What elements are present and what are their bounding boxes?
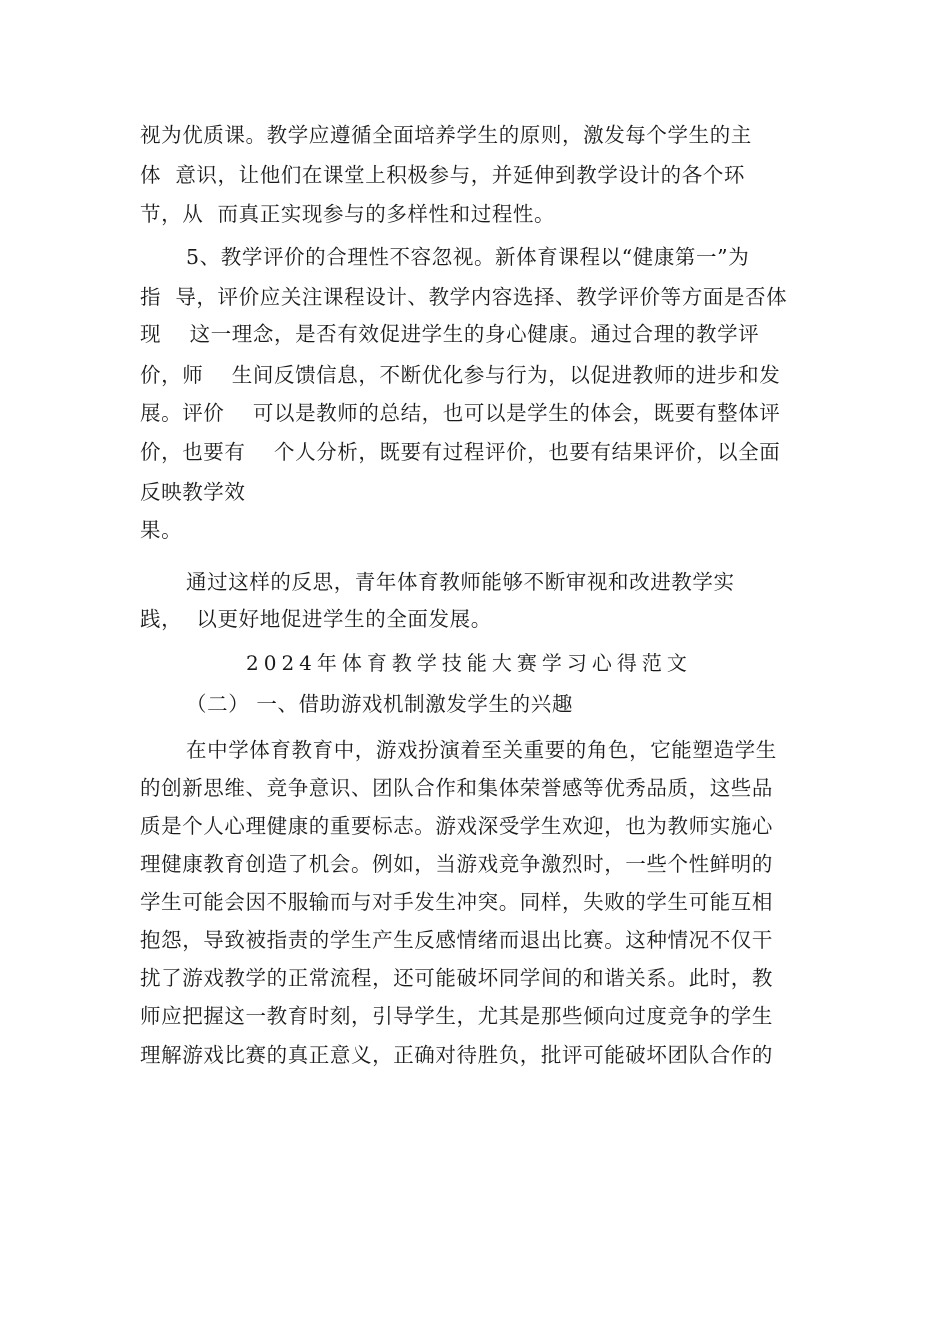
- paragraph-line: 学生可能会因不服输而与对手发生冲突。同样，失败的学生可能互相: [140, 890, 773, 914]
- paragraph-line: 5、教学评价的合理性不容忽视。新体育课程以“健康第一”为: [186, 245, 750, 269]
- paragraph-line: 在中学体育教育中，游戏扮演着至关重要的角色，它能塑造学生: [186, 738, 777, 762]
- paragraph-line: 理健康教育创造了机会。例如，当游戏竞争激烈时，一些个性鲜明的: [140, 852, 773, 876]
- paragraph-line: 的创新思维、竞争意识、团队合作和集体荣誉感等优秀品质，这些品: [140, 776, 773, 800]
- paragraph-line: 抱怨，导致被指责的学生产生反感情绪而退出比赛。这种情况不仅干: [140, 928, 773, 952]
- paragraph-line: 节，从 而真正实现参与的多样性和过程性。: [140, 202, 556, 226]
- section-title: 2024年体育教学技能大赛学习心得范文: [246, 651, 692, 675]
- paragraph-line: 理解游戏比赛的真正意义，正确对待胜负，批评可能破坏团队合作的: [140, 1043, 773, 1067]
- paragraph-line: 指 导，评价应关注课程设计、教学内容选择、教学评价等方面是否体: [140, 285, 788, 309]
- paragraph-line: 通过这样的反思，青年体育教师能够不断审视和改进教学实: [186, 570, 735, 594]
- paragraph-line: 展。评价 可以是教师的总结，也可以是学生的体会，既要有整体评: [140, 401, 781, 425]
- paragraph-line: 反映教学效: [140, 480, 246, 504]
- section-subtitle: （二） 一、借助游戏机制激发学生的兴趣: [186, 692, 573, 716]
- paragraph-line: 践， 以更好地促进学生的全面发展。: [140, 607, 492, 631]
- paragraph-line: 现 这一理念，是否有效促进学生的身心健康。通过合理的教学评: [140, 322, 760, 346]
- paragraph-line: 质是个人心理健康的重要标志。游戏深受学生欢迎，也为教师实施心: [140, 814, 773, 838]
- paragraph-line: 价，师 生间反馈信息，不断优化参与行为，以促进教师的进步和发: [140, 363, 781, 387]
- paragraph-line: 扰了游戏教学的正常流程，还可能破坏同学间的和谐关系。此时，教: [140, 966, 773, 990]
- paragraph-line: 果。: [140, 518, 183, 542]
- paragraph-line: 体 意识，让他们在课堂上积极参与，并延伸到教学设计的各个环: [140, 163, 746, 187]
- paragraph-line: 价，也要有 个人分析，既要有过程评价，也要有结果评价，以全面: [140, 440, 781, 464]
- paragraph-line: 师应把握这一教育时刻，引导学生，尤其是那些倾向过度竞争的学生: [140, 1004, 773, 1028]
- paragraph-line: 视为优质课。教学应遵循全面培养学生的原则，激发每个学生的主: [140, 123, 752, 147]
